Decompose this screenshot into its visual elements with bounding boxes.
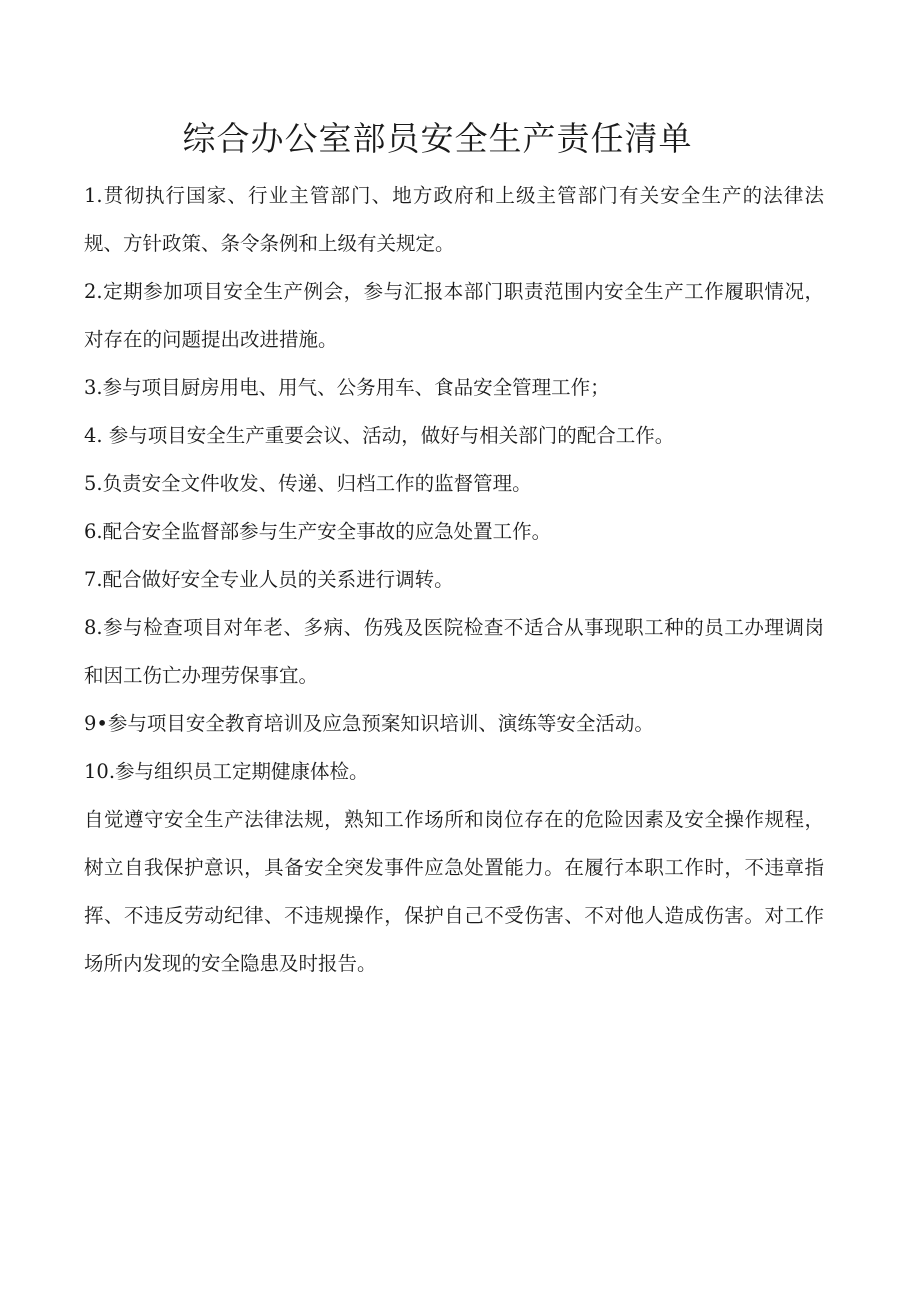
list-item: 1.贯彻执行国家、行业主管部门、地方政府和上级主管部门有关安全生产的法律法规、方针政策、条令条例和上级有关规定。 xyxy=(84,184,824,255)
list-item: 2.定期参加项目安全生产例会，参与汇报本部门职责范围内安全生产工作履职情况，对存在的问题提出改进措施。 xyxy=(84,280,824,351)
document-title: 综合办公室部员安全生产责任清单 xyxy=(182,119,693,158)
list-item: 4. 参与项目安全生产重要会议、活动，做好与相关部门的配合工作。 xyxy=(84,424,675,447)
list-item: 7.配合做好安全专业人员的关系进行调转。 xyxy=(84,568,454,591)
list-item: 3.参与项目厨房用电、用气、公务用车、食品安全管理工作； xyxy=(84,376,610,399)
list-item: 5.负责安全文件收发、传递、归档工作的监督管理。 xyxy=(84,472,532,495)
list-item: 9•参与项目安全教育培训及应急预案知识培训、演练等安全活动。 xyxy=(84,712,654,735)
list-item: 6.配合安全监督部参与生产安全事故的应急处置工作。 xyxy=(84,520,552,543)
document-body xyxy=(84,172,824,988)
list-item: 10.参与组织员工定期健康体检。 xyxy=(84,760,369,783)
closing-paragraph: 自觉遵守安全生产法律法规，熟知工作场所和岗位存在的危险因素及安全操作规程，树立自我保护意识，具备安全突发事件应急处置能力。在履行本职工作时，不违章指挥、不违反劳动纪律、不违规操作，保护自己不受伤害、不对他人造成伤害。对工作场所内发现的安全隐患及时报告。 xyxy=(84,808,824,975)
list-item: 8.参与检查项目对年老、多病、伤残及医院检查不适合从事现职工种的员工办理调岗和因工伤亡办理劳保事宜。 xyxy=(84,616,824,687)
